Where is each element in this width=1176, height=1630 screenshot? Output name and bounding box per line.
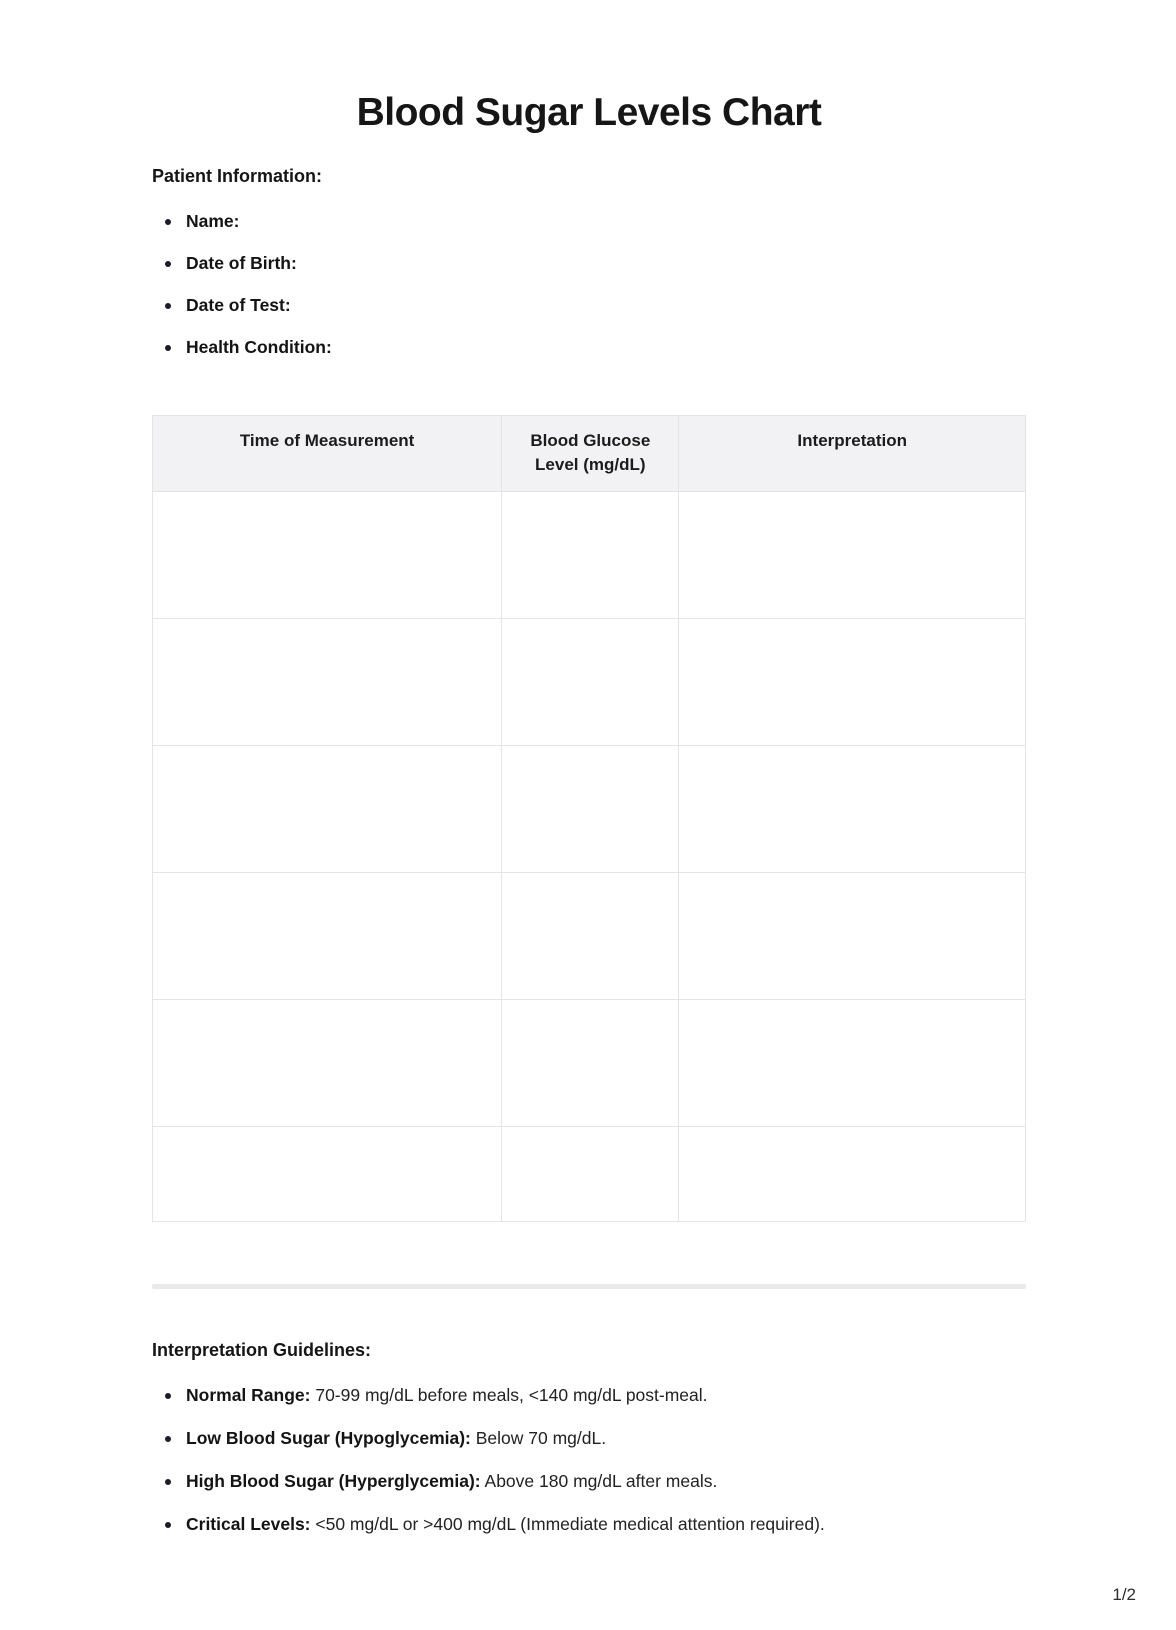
- field-label-date-of-test: Date of Test:: [186, 295, 291, 315]
- table-row: [153, 1000, 1026, 1127]
- patient-information-list: [152, 209, 1026, 377]
- field-label-health-condition: Health Condition:: [186, 337, 332, 357]
- guideline-text: 70-99 mg/dL before meals, <140 mg/dL post-meal.: [310, 1385, 708, 1405]
- interpretation-guidelines-list: [152, 1383, 1026, 1555]
- patient-information-heading: Patient Information:: [152, 166, 322, 186]
- table-cell: [153, 1127, 502, 1222]
- page-title: Blood Sugar Levels Chart: [356, 91, 822, 134]
- table-cell: [502, 619, 679, 746]
- list-item-health-condition: [152, 335, 1026, 360]
- column-header-interpretation: Interpretation: [679, 416, 1026, 492]
- table-cell: [679, 492, 1026, 619]
- table-cell: [153, 873, 502, 1000]
- table-cell: [502, 492, 679, 619]
- guideline-label: High Blood Sugar (Hyperglycemia):: [186, 1471, 481, 1491]
- guideline-text: Below 70 mg/dL.: [470, 1428, 607, 1448]
- table-cell: [502, 1127, 679, 1222]
- table-cell: [679, 619, 1026, 746]
- column-header-blood-glucose-level: Blood Glucose Level (mg/dL): [502, 416, 679, 492]
- field-label-date-of-birth: Date of Birth:: [186, 253, 297, 273]
- section-divider: [152, 1284, 1026, 1289]
- page-number-indicator: 1/2: [1112, 1585, 1136, 1604]
- table-row: [153, 619, 1026, 746]
- guideline-text: Above 180 mg/dL after meals.: [480, 1471, 718, 1491]
- list-item-name: [152, 209, 1026, 234]
- table-cell: [502, 1000, 679, 1127]
- table-cell: [502, 873, 679, 1000]
- table-cell: [679, 1127, 1026, 1222]
- table-row: [153, 873, 1026, 1000]
- table-row: [153, 746, 1026, 873]
- table-cell: [153, 746, 502, 873]
- table-row: [153, 1127, 1026, 1222]
- guideline-item-critical-levels: [152, 1512, 1026, 1537]
- table-cell: [153, 1000, 502, 1127]
- list-item-date-of-birth: [152, 251, 1026, 276]
- field-label-name: Name:: [186, 211, 240, 231]
- column-header-time-of-measurement: Time of Measurement: [153, 416, 502, 492]
- table-header-row: [153, 416, 1026, 492]
- guideline-item-normal-range: [152, 1383, 1026, 1408]
- guideline-item-high-blood-sugar: [152, 1469, 1026, 1494]
- table-cell: [502, 746, 679, 873]
- guideline-item-low-blood-sugar: [152, 1426, 1026, 1451]
- table-cell: [679, 1000, 1026, 1127]
- table-cell: [153, 492, 502, 619]
- interpretation-guidelines-heading: Interpretation Guidelines:: [152, 1340, 372, 1360]
- list-item-date-of-test: [152, 293, 1026, 318]
- guideline-label: Low Blood Sugar (Hypoglycemia):: [186, 1428, 471, 1448]
- guideline-label: Critical Levels:: [186, 1514, 311, 1534]
- blood-sugar-table: [152, 415, 1026, 1222]
- guideline-label: Normal Range:: [186, 1385, 311, 1405]
- table-cell: [153, 619, 502, 746]
- table-cell: [679, 746, 1026, 873]
- table-row: [153, 492, 1026, 619]
- table-cell: [679, 873, 1026, 1000]
- guideline-text: <50 mg/dL or >400 mg/dL (Immediate medical attention required).: [310, 1514, 825, 1534]
